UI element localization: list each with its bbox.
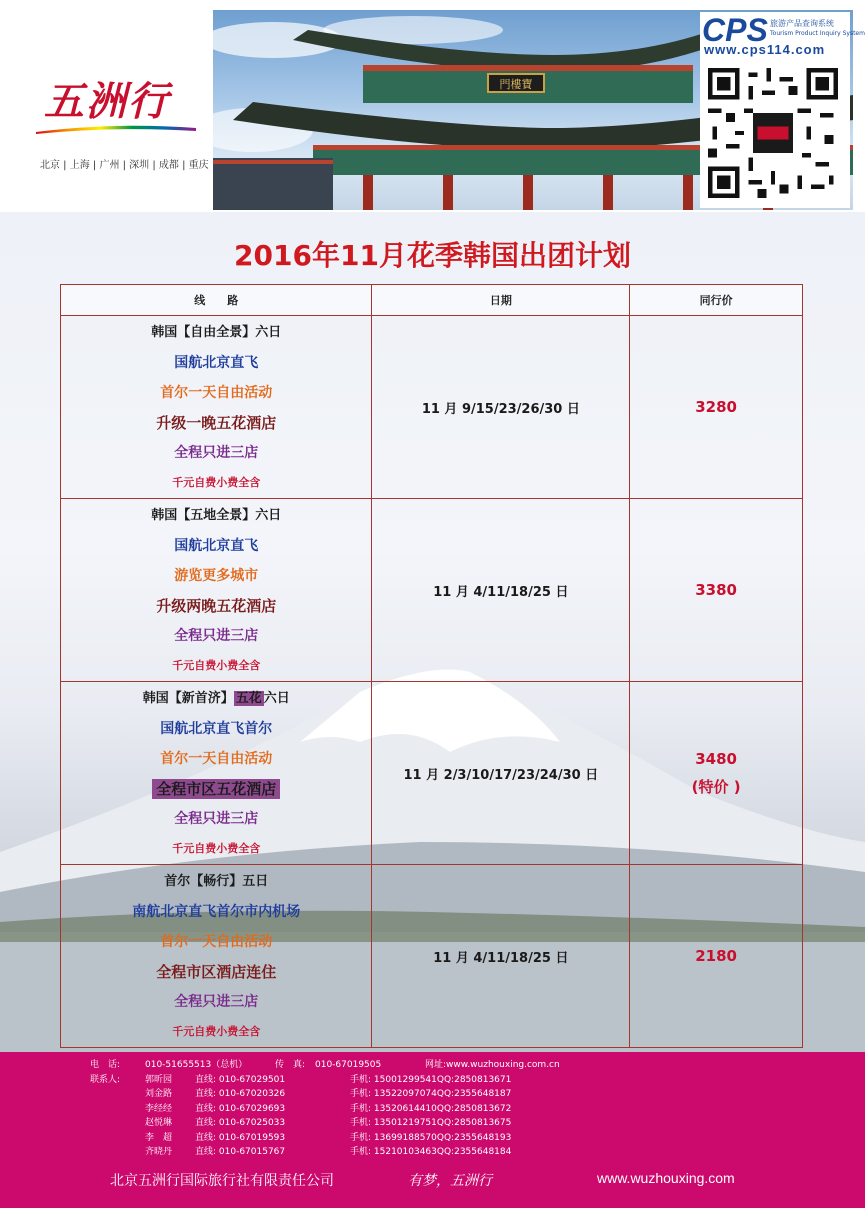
contacts-label: 联系人: [90,1074,121,1085]
table-row [61,499,803,682]
page-title: 2016年11月花季韩国出团计划 [234,239,631,272]
price-value: 3380 [695,581,737,599]
web-link[interactable]: www.wuzhouxing.com.cn [446,1060,560,1070]
fax-label: 传 真: [275,1060,306,1070]
route-hotel: 升级两晚五花酒店 [156,597,277,615]
contact-qq: QQ:2355648184 [436,1147,512,1157]
route-cell [61,316,372,499]
route-hotel [61,774,371,804]
route-hotel: 升级一晚五花酒店 [156,414,277,432]
contact-mobile: 手机: 13522097074 [350,1089,437,1099]
price-cell [630,865,803,1048]
rainbow-swoosh-icon [36,124,196,134]
table-header-row [61,285,803,316]
price-cell [630,316,803,499]
cps-subtitle-en: Tourism Product Inquiry System [770,30,865,37]
route-fees: 千元自费小费全含 [172,1025,261,1038]
route-cell [61,865,372,1048]
route-feature: 首尔一天自由活动 [160,934,273,950]
route-hotel-highlight: 全程市区五花酒店 [152,779,280,799]
slogan: 有梦，五洲行 [408,1173,492,1189]
contact-direct: 直线: 010-67029501 [195,1074,286,1085]
cps-brand: CPS [702,12,768,48]
contact-header-row [90,1058,560,1073]
phone-label: 电 话: [90,1060,121,1070]
route-fees: 千元自费小费全含 [172,476,261,489]
contact-direct: 直线: 010-67019593 [195,1132,286,1143]
date-cell: 11 月 9/15/23/26/30 日 [372,316,630,499]
cps-subtitle: 旅游产品查询系统 [770,19,834,28]
contact-direct: 直线: 010-67020326 [195,1089,286,1099]
contact-direct: 直线: 010-67025033 [195,1118,286,1128]
route-shops: 全程只进三店 [174,445,259,461]
contact-direct: 直线: 010-67029693 [195,1103,286,1114]
col-header-date: 日期 [372,285,630,316]
company-logo [30,68,210,178]
table-row [61,682,803,865]
route-title: 首尔【畅行】五日 [164,874,269,889]
price-value: 3480 [695,750,737,768]
contact-mobile: 手机: 13501219751 [350,1118,437,1128]
price-value: 2180 [695,947,737,965]
route-shops: 全程只进三店 [174,811,259,827]
route-hotel: 全程市区酒店连住 [156,963,277,981]
web-label: 网址: [425,1060,447,1070]
contact-mobile: 手机: 15210103463 [350,1147,437,1157]
cps-url[interactable]: www.cps114.com [704,42,826,57]
table-row [61,865,803,1048]
phone-number[interactable]: 010-51655513（总机） [145,1060,248,1070]
contact-name: 齐晓丹 [145,1147,173,1157]
gate-sign: 門樓寶 [499,78,533,91]
logo-text: 五洲行 [44,78,170,125]
header [0,0,865,212]
footer [0,1052,865,1208]
price-note: (特价 ) [691,778,741,796]
date-cell: 11 月 4/11/18/25 日 [372,865,630,1048]
date-cell: 11 月 4/11/18/25 日 [372,499,630,682]
route-flight: 国航北京直飞首尔 [160,721,273,737]
contact-qq: QQ:2850813671 [436,1074,512,1085]
route-feature: 首尔一天自由活动 [160,751,273,767]
price-value: 3280 [695,398,737,416]
contact-info [90,1058,560,1160]
table-row [61,316,803,499]
route-title: 韩国【自由全景】六日 [151,325,282,340]
contact-name: 李 超 [145,1132,173,1143]
tour-table [60,284,803,1048]
contact-row [90,1131,560,1146]
contact-row [90,1145,560,1160]
contact-qq: QQ:2355648193 [436,1132,512,1143]
route-flight: 国航北京直飞 [174,355,259,371]
route-title-part: 韩国【新首济】 [142,691,234,706]
col-header-route: 线 路 [61,285,372,316]
route-title: 韩国【五地全景】六日 [151,508,282,523]
route-cell [61,499,372,682]
website-link[interactable]: www.wuzhouxing.com [597,1170,735,1186]
main-area [0,212,865,1052]
contact-mobile: 手机: 13699188570 [350,1132,437,1143]
qr-code-icon[interactable] [708,68,838,198]
contact-name: 李经经 [145,1103,173,1114]
route-title-suffix: 六日 [263,691,290,706]
route-shops: 全程只进三店 [174,628,259,644]
contact-mobile: 手机: 13520614410 [350,1103,437,1114]
logo-cities: 北京 | 上海 | 广州 | 深圳 | 成都 | 重庆 [40,160,209,171]
route-title [61,684,371,714]
contact-row [90,1087,560,1102]
route-title-highlight: 五花 [235,691,262,706]
price-cell [630,499,803,682]
route-flight: 国航北京直飞 [174,538,259,554]
contact-row [90,1073,560,1088]
contact-qq: QQ:2850813675 [436,1118,512,1128]
contact-mobile: 手机: 15001299541 [350,1074,437,1085]
route-fees: 千元自费小费全含 [172,842,261,855]
cps-badge [700,12,865,208]
contact-name: 刘金路 [145,1089,173,1099]
route-fees: 千元自费小费全含 [172,659,261,672]
contact-row [90,1102,560,1117]
fax-number: 010-67019505 [315,1060,382,1070]
contact-name: 赵悦琳 [145,1118,173,1128]
contact-row [90,1116,560,1131]
route-feature: 游览更多城市 [174,568,259,584]
footer-bottom-line [0,1170,865,1194]
route-feature: 首尔一天自由活动 [160,385,273,401]
contact-qq: QQ:2355648187 [436,1089,512,1099]
contact-qq: QQ:2850813672 [436,1103,512,1114]
contact-direct: 直线: 010-67015767 [195,1147,286,1157]
price-cell [630,682,803,865]
company-name: 北京五洲行国际旅行社有限责任公司 [110,1173,334,1189]
route-shops: 全程只进三店 [174,994,259,1010]
date-cell: 11 月 2/3/10/17/23/24/30 日 [372,682,630,865]
col-header-price: 同行价 [630,285,803,316]
route-cell [61,682,372,865]
contact-name: 郭昕园 [145,1074,173,1085]
route-flight: 南航北京直飞首尔市内机场 [132,904,301,920]
